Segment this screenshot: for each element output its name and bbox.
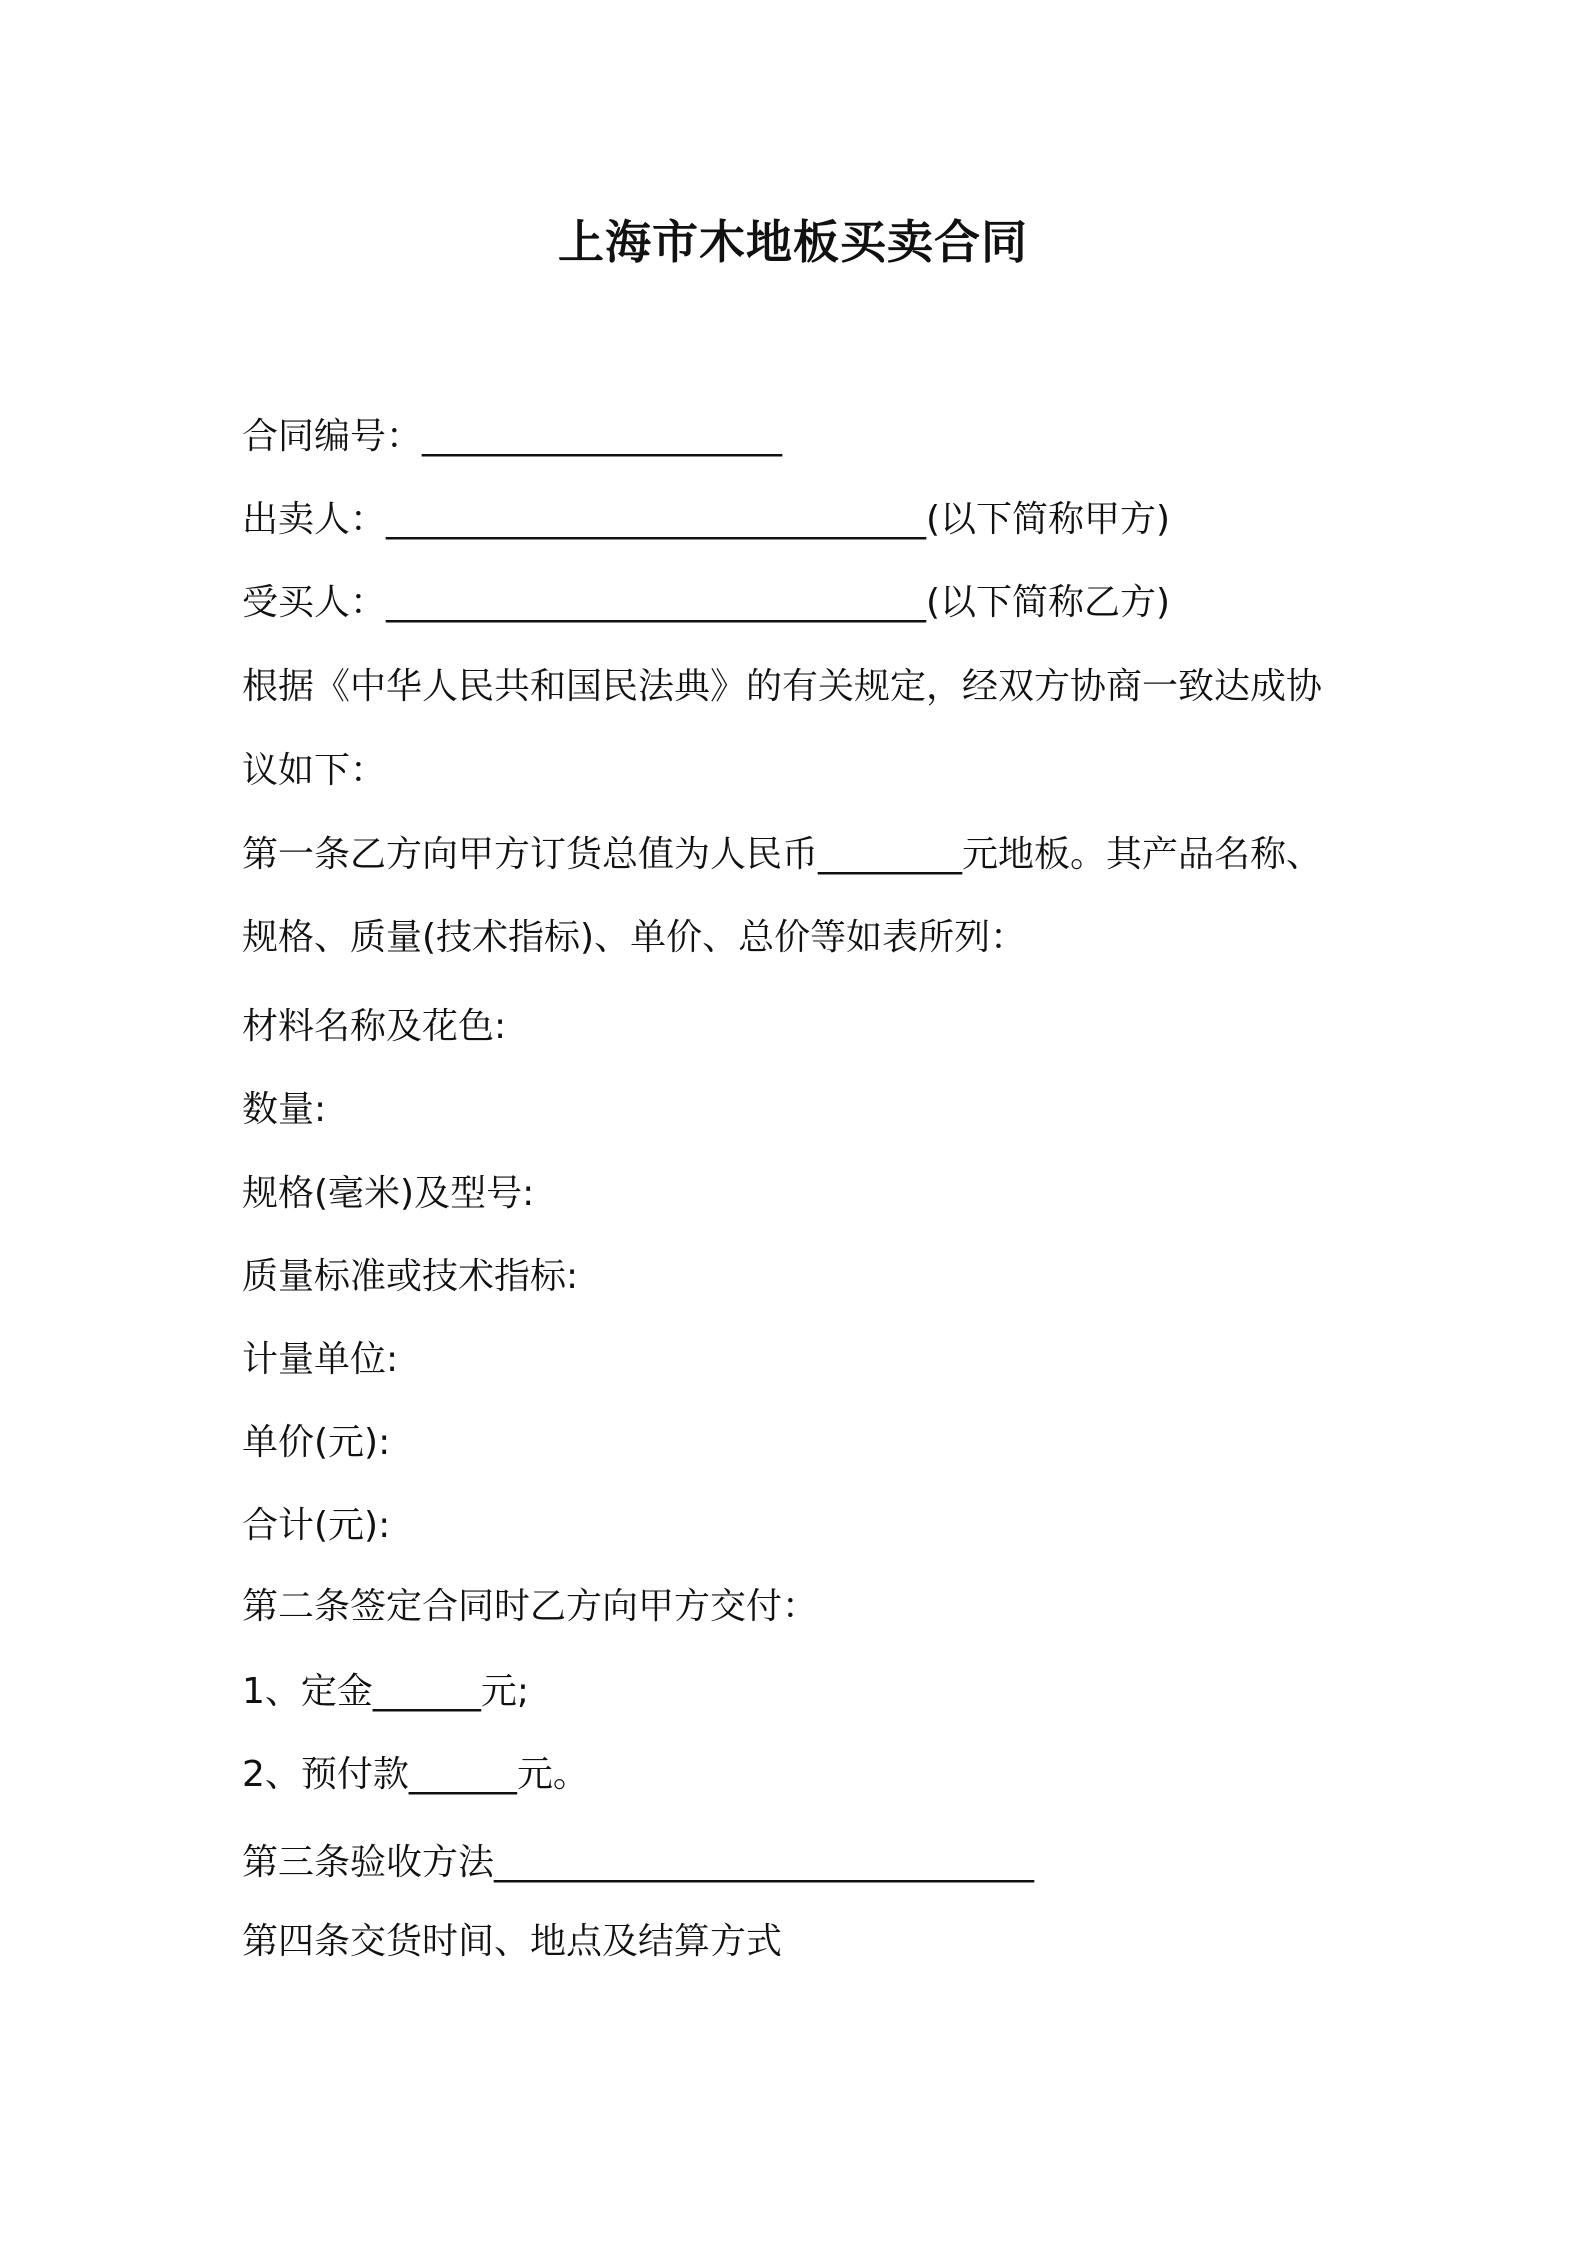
- quantity-field: 数量:: [242, 1089, 327, 1130]
- unit-price-field: 单价(元):: [242, 1422, 391, 1463]
- prepayment-line: 2、预付款______元。: [242, 1754, 589, 1795]
- article-1-line-1: 第一条乙方向甲方订货总值为人民币________元地板。其产品名称、: [242, 834, 1323, 875]
- specification-field: 规格(毫米)及型号:: [242, 1173, 535, 1214]
- preamble-line-1: 根据《中华人民共和国民法典》的有关规定，经双方协商一致达成协: [242, 666, 1323, 707]
- article-1-line-2: 规格、质量(技术指标)、单价、总价等如表所列：: [242, 917, 1027, 958]
- article-2-heading: 第二条签定合同时乙方向甲方交付：: [242, 1586, 819, 1627]
- deposit-line: 1、定金______元;: [242, 1671, 530, 1712]
- unit-field: 计量单位:: [242, 1339, 399, 1380]
- article-4-heading: 第四条交货时间、地点及结算方式: [242, 1921, 783, 1962]
- buyer-line: 受买人：______________________________(以下简称乙方): [242, 582, 1171, 623]
- material-name-field: 材料名称及花色:: [242, 1006, 507, 1047]
- total-field: 合计(元):: [242, 1505, 391, 1546]
- preamble-line-2: 议如下：: [242, 750, 387, 791]
- seller-line: 出卖人：______________________________(以下简称甲方): [242, 499, 1171, 540]
- document-title: 上海市木地板买卖合同: [558, 215, 1028, 269]
- contract-number-line: 合同编号：____________________: [242, 416, 783, 457]
- article-3-line: 第三条验收方法______________________________: [242, 1842, 1035, 1883]
- quality-standard-field: 质量标准或技术指标:: [242, 1256, 579, 1297]
